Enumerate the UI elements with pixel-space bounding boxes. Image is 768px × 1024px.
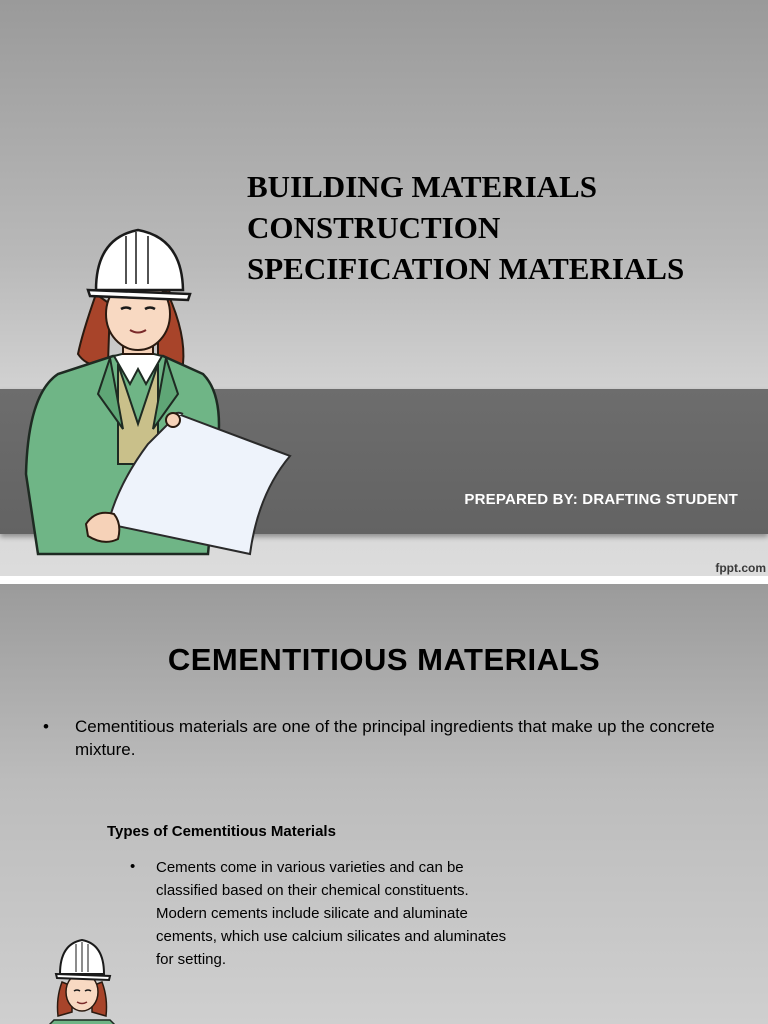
bullet-dot: •	[130, 858, 136, 875]
subheading: Types of Cementitious Materials	[107, 823, 336, 840]
content-slide	[0, 584, 768, 1024]
sub-bullet	[130, 856, 510, 971]
sub-bullet-text: Cements come in various varieties and can be classified based on their chemical constituents. Modern cements include silicate and aluminate cements, which use calcium silicates and aluminates for setting.	[156, 859, 507, 968]
title-line-1: BUILDING MATERIALS	[247, 169, 597, 204]
bullet-dot: •	[43, 717, 49, 736]
engineer-illustration-small	[38, 936, 128, 1024]
slide-divider	[0, 576, 768, 584]
brand-watermark: fppt.com	[715, 561, 766, 575]
main-bullet	[43, 715, 743, 761]
slide-title	[247, 166, 757, 289]
prepared-by-label: PREPARED BY: DRAFTING STUDENT	[464, 491, 738, 508]
title-line-3: SPECIFICATION MATERIALS	[247, 251, 685, 286]
main-bullet-text: Cementitious materials are one of the principal ingredients that make up the concrete mixture.	[75, 717, 715, 759]
title-line-2: CONSTRUCTION	[247, 210, 501, 245]
slide-heading: CEMENTITIOUS MATERIALS	[167, 642, 601, 677]
